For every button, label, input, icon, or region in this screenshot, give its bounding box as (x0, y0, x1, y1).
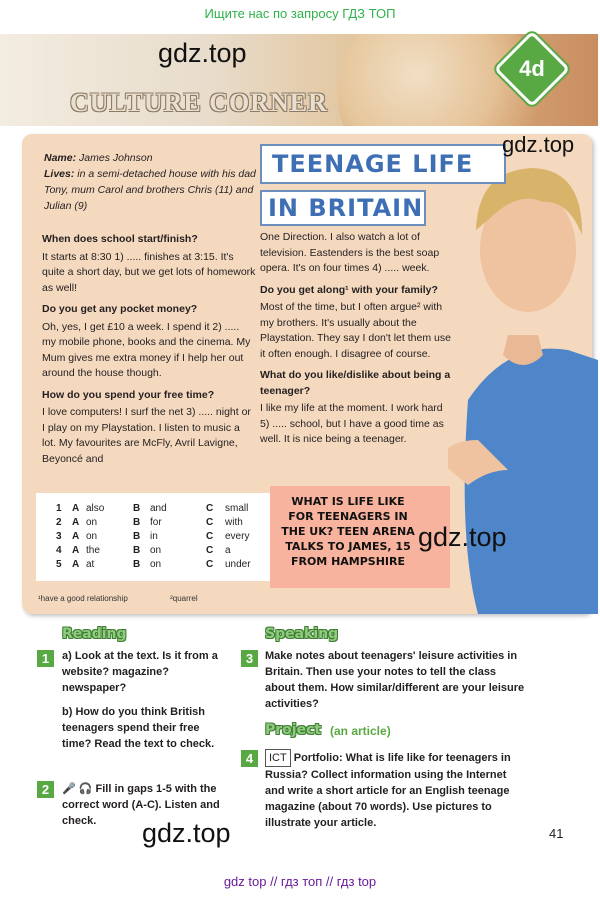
option-letter: C (206, 531, 214, 542)
answer: Oh, yes, I get £10 a week. I spend it 2) ..... my mobile phone, books and the cinema. My Mum gives me extra money if I help her out around the house though. (42, 320, 251, 379)
task-3-text: Make notes about teenagers' leisure activities in Britain. Then use your notes to tell the class about them. How similar/different are your leisure activities? (265, 650, 525, 710)
option-a: on (86, 517, 98, 528)
task-number: 3 (241, 650, 258, 667)
task-4-text: Portfolio: What is life like for teenagers in Russia? Collect information using the Internet and write a short article for an English teenage magazine (about 70 words). Use pictures to illustrate your article. (265, 752, 511, 829)
watermark: gdz.top (142, 818, 231, 848)
option-letter: A (72, 503, 80, 514)
option-b: and (150, 503, 167, 514)
footnote-1: ¹have a good relationship (38, 594, 128, 603)
option-letter: B (133, 517, 141, 528)
option-letter: B (133, 545, 141, 556)
option-letter: C (206, 545, 214, 556)
option-letter: B (133, 531, 141, 542)
option-letter: C (206, 517, 214, 528)
option-a: on (86, 531, 98, 542)
option-number: 1 (56, 503, 62, 514)
page-number: 41 (549, 826, 564, 841)
answer: Most of the time, but I often argue² with my brothers. It's usually about the Playstation. They say I don't let them use it often enough. I disagree of course. (260, 301, 451, 360)
watermark: gdz.top (502, 132, 575, 157)
task-2 (62, 781, 220, 829)
question: What do you like/dislike about being a teenager? (260, 369, 451, 397)
option-number: 4 (56, 545, 62, 556)
question: How do you spend your free time? (42, 388, 215, 401)
speaking-heading: Speaking (265, 626, 339, 642)
question: Do you get along¹ with your family? (260, 283, 438, 296)
callout-text: WHAT IS LIFE LIKE FOR TEENAGERS IN THE UK? TEEN ARENA TALKS TO JAMES, 15 FROM HAMPSHIRE (281, 495, 415, 568)
option-letter: C (206, 503, 214, 514)
answer: One Direction. I also watch a lot of television. Eastenders is the best soap opera. It's on four times 4) ..... week. (260, 231, 440, 274)
search-banner: Ищите нас по запросу ГДЗ ТОП (204, 6, 396, 21)
option-number: 3 (56, 531, 62, 542)
option-b: for (150, 517, 162, 528)
option-letter: A (72, 531, 80, 542)
task-number: 2 (37, 781, 54, 798)
section-heading: CULTURE CORNER (70, 88, 328, 117)
option-number: 2 (56, 517, 62, 528)
option-c: with (225, 517, 243, 528)
option-b: in (150, 531, 158, 542)
option-letter: B (133, 559, 141, 570)
question: When does school start/finish? (42, 233, 198, 245)
task-2-text: 🎤 🎧 Fill in gaps 1-5 with the correct word (A-C). Listen and check. (62, 783, 220, 827)
reading-heading: Reading (62, 626, 127, 642)
answer: I like my life at the moment. I work hard 5) ..... school, but I have a good time as well. It is nice being a teenager. (260, 402, 444, 445)
answer-options (36, 493, 272, 581)
option-row (36, 503, 272, 517)
option-c: a (225, 545, 231, 556)
lives-value: in a semi-detached house with his dad Tony, mum Carol and brothers Chris (11) and Julian (9) (44, 168, 256, 212)
bottom-links[interactable]: gdz top // гдз топ // гдз top (223, 874, 377, 889)
option-letter: A (72, 559, 80, 570)
task-1a-text: a) Look at the text. Is it from a website? magazine? newspaper? (62, 650, 218, 694)
project-subheading: (an article) (330, 724, 391, 738)
option-a: the (86, 545, 100, 556)
option-number: 5 (56, 559, 62, 570)
option-row (36, 545, 272, 559)
article-title-line2: IN BRITAIN (260, 190, 426, 226)
task-3 (265, 648, 527, 712)
ict-label: ICT (265, 749, 291, 767)
watermark: gdz.top (418, 522, 507, 552)
option-b: on (150, 545, 162, 556)
task-number: 4 (241, 750, 258, 767)
footnotes (38, 594, 198, 603)
option-letter: C (206, 559, 214, 570)
task-number: 1 (37, 650, 54, 667)
option-c: under (225, 559, 251, 570)
option-c: every (225, 531, 250, 542)
name-value: James Johnson (79, 152, 153, 164)
left-column (42, 226, 256, 467)
option-letter: A (72, 517, 80, 528)
profile (44, 150, 259, 214)
watermark: gdz.top (158, 38, 247, 68)
option-c: small (225, 503, 249, 514)
option-row (36, 531, 272, 545)
option-row (36, 517, 272, 531)
answer: I love computers! I surf the net 3) ..... night or I play on my Playstation. I listen to music a lot. My favourites are McFly, Avril Lavigne, Beyoncé and (42, 406, 251, 465)
unit-badge-label: 4d (519, 56, 545, 81)
name-label: Name: (44, 152, 77, 164)
task-1 (62, 648, 220, 752)
task-4 (265, 749, 527, 831)
article-title-line1: TEENAGE LIFE (260, 144, 506, 184)
option-a: at (86, 559, 95, 570)
option-a: also (86, 503, 105, 514)
option-letter: B (133, 503, 141, 514)
project-heading: Project (265, 722, 322, 738)
option-row (36, 559, 272, 573)
question: Do you get any pocket money? (42, 303, 198, 315)
right-column (260, 230, 452, 448)
option-letter: A (72, 545, 80, 556)
footnote-2: ²quarrel (170, 594, 198, 603)
lives-label: Lives: (44, 168, 75, 180)
task-1b-text: b) How do you think British teenagers spend their free time? Read the text to check. (62, 706, 215, 750)
answer: It starts at 8:30 1) ..... finishes at 3:15. It's quite a short day, but we get lots of homework as well! (42, 250, 256, 294)
option-b: on (150, 559, 162, 570)
